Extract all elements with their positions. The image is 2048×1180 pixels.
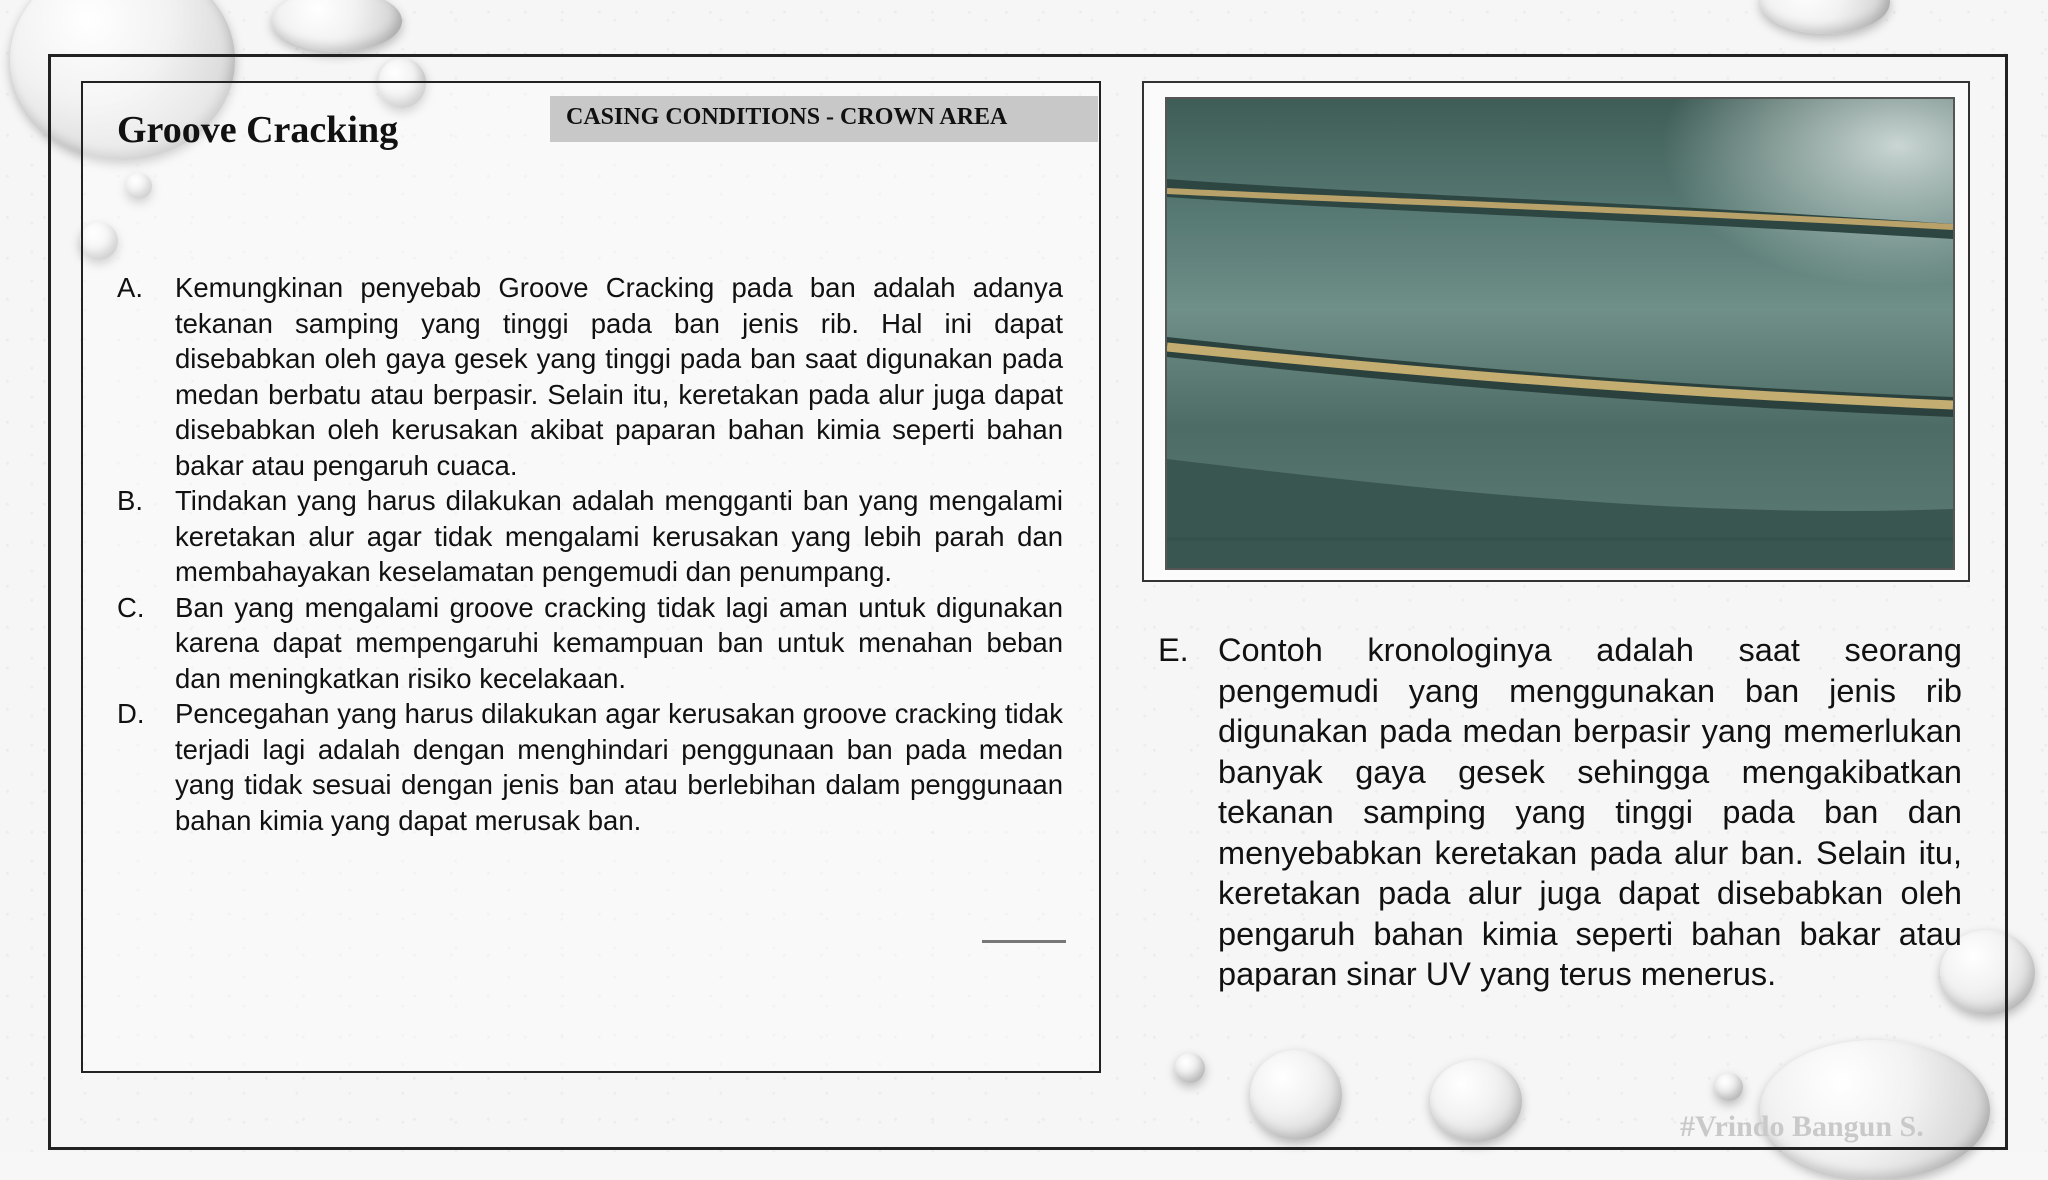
- list-text: Tindakan yang harus dilakukan adalah mengganti ban yang mengalami keretakan alur agar tidak mengalami kerusakan yang lebih parah dan membahayakan keselamatan pengemudi dan penumpang.: [175, 485, 1063, 587]
- cause-action-list: [117, 270, 1063, 838]
- divider: [982, 940, 1066, 943]
- list-item: [117, 483, 1063, 590]
- author-watermark: #Vrindo Bangun S.: [1680, 1110, 1924, 1143]
- slide-title: Groove Cracking: [117, 109, 399, 151]
- chronology-text: Contoh kronologinya adalah saat seorang pengemudi yang menggunakan ban jenis rib digunakan pada medan berpasir yang memerlukan banyak gaya gesek sehingga mengakibatkan tekanan samping yang tinggi pada ban dan menyebabkan keretakan pada alur ban. Selain itu, keretakan pada alur juga dapat disebabkan oleh pengaruh bahan kimia seperti bahan bakar atau paparan sinar UV yang terus menerus.: [1218, 632, 1962, 992]
- list-item: [117, 270, 1063, 483]
- list-letter: C.: [117, 591, 145, 623]
- list-text: Ban yang mengalami groove cracking tidak lagi aman untuk digunakan karena dapat mempengaruhi kemampuan ban untuk menahan beban dan meningkatkan risiko kecelakaan.: [175, 591, 1063, 694]
- list-letter: B.: [117, 485, 143, 516]
- list-text: Kemungkinan penyebab Groove Cracking pada ban adalah adanya tekanan samping yang tinggi pada ban jenis rib. Hal ini dapat disebabkan oleh gaya gesek yang tinggi pada ban saat digunakan pada medan berbatu atau berpasir. Selain itu, keretakan pada alur juga dapat disebabkan oleh kerusakan akibat paparan bahan kimia seperti bahan bakar atau pengaruh cuaca.: [175, 272, 1063, 481]
- list-letter: E.: [1158, 632, 1189, 668]
- chronology-item: [1158, 630, 1962, 995]
- list-letter: D.: [117, 698, 145, 729]
- section-header: CASING CONDITIONS - CROWN AREA: [550, 96, 1098, 142]
- list-letter: A.: [117, 272, 143, 303]
- list-text: Pencegahan yang harus dilakukan agar kerusakan groove cracking tidak terjadi lagi adalah dengan menghindari penggunaan ban pada medan yang tidak sesuai dengan jenis ban atau berlebihan dalam penggunaan bahan kimia yang dapat merusak ban.: [175, 698, 1063, 836]
- list-item: [117, 696, 1063, 838]
- list-item: [117, 590, 1063, 697]
- tire-groove-crack-photo: [1165, 97, 1955, 570]
